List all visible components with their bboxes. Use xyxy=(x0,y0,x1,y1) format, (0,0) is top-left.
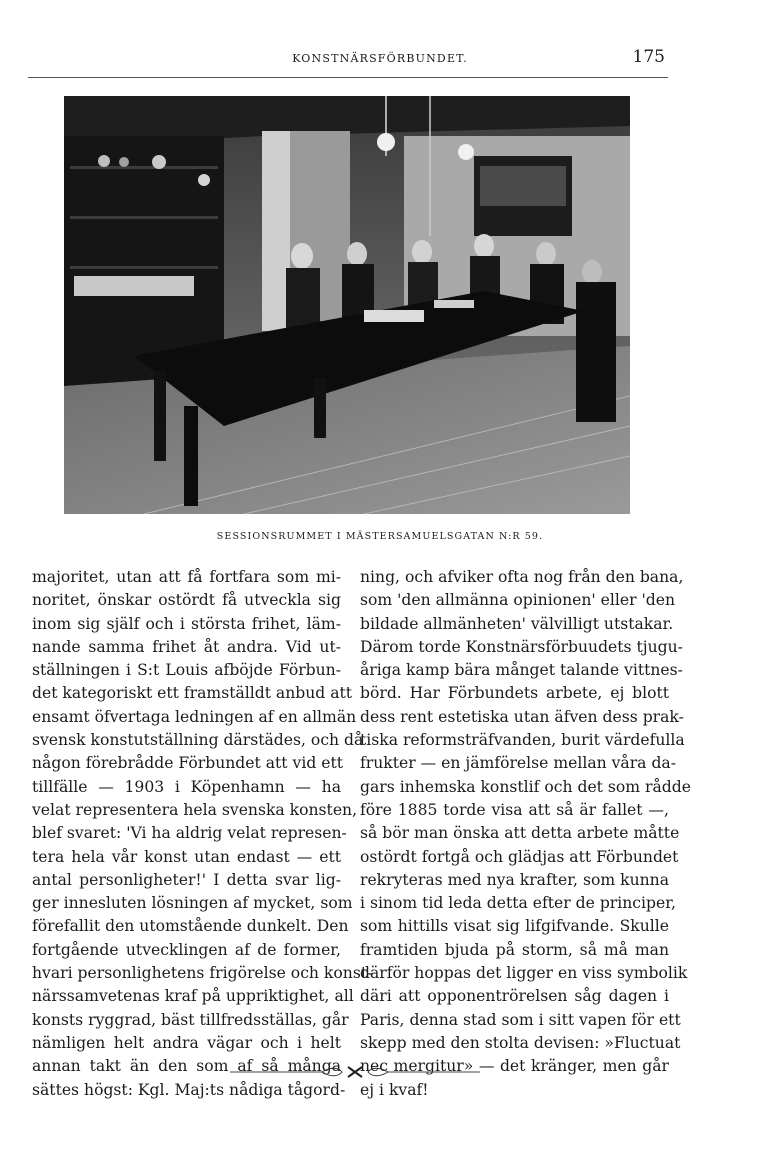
text-line: i sinom tid leda detta efter de principer, xyxy=(360,894,676,913)
text-line: velat representera hela svenska konsten, xyxy=(32,800,358,819)
text-line: ställningen i S:t Louis afböjde Förbun- xyxy=(32,661,341,680)
text-line: som hittills visat sig lifgifvande. Skulle xyxy=(360,917,669,936)
text-line: börd. Har Förbundets arbete, ej blott xyxy=(360,684,669,703)
text-line: bildade allmänheten' välvilligt utstakar. xyxy=(360,614,674,633)
text-line: det kategoriskt ett framställdt anbud att xyxy=(32,684,353,703)
text-line: dess rent estetiska utan äfven dess prak- xyxy=(360,707,684,726)
text-line: nämligen helt andra vägar och i helt xyxy=(32,1033,341,1052)
text-line: någon förebrådde Förbundet att vid ett xyxy=(32,754,344,773)
text-line: så bör man önska att detta arbete måtte xyxy=(360,824,680,843)
text-line: ej i kvaf! xyxy=(360,1080,429,1099)
text-line: före 1885 torde visa att så är fallet —, xyxy=(360,800,669,819)
text-line: sättes högst: Kgl. Maj:ts nådiga tågord- xyxy=(32,1080,346,1099)
text-line: ostördt fortgå och glädjas att Förbundet xyxy=(360,847,679,866)
left-text-column xyxy=(32,566,373,1102)
text-line: därför hoppas det ligger en viss symbolik xyxy=(360,964,688,983)
text-line: blef svaret: 'Vi ha aldrig velat represen- xyxy=(32,824,347,843)
text-line: åriga kamp bära månget talande vittnes- xyxy=(360,661,683,680)
page-number: 175 xyxy=(632,47,665,67)
text-line: Paris, denna stad som i sitt vapen för ett xyxy=(360,1010,681,1029)
text-line: tera hela vår konst utan endast — ett xyxy=(32,847,341,866)
figure-caption: SESSIONSRUMMET I MÄSTERSAMUELSGATAN N:R 59. xyxy=(216,531,544,542)
text-line: närssamvetenas kraf på uppriktighet, all xyxy=(32,987,354,1006)
text-line: förefallit den utomstående dunkelt. Den xyxy=(32,917,349,936)
text-line: ger innesluten lösningen af mycket, som xyxy=(32,894,353,913)
text-line: gars inhemska konstlif och det som rådde xyxy=(360,777,691,796)
text-line: tiska reformsträfvanden, burit värdefulla xyxy=(360,731,685,750)
text-line: nande samma frihet åt andra. Vid ut- xyxy=(32,637,341,656)
text-line: konsts ryggrad, bäst tillfredsställas, går xyxy=(32,1010,349,1029)
text-line: ensamt öfvertaga ledningen af en allmän xyxy=(32,707,357,726)
text-line: frukter — en jämförelse mellan våra da- xyxy=(360,754,676,773)
text-line: hvari personlighetens frigörelse och konst- xyxy=(32,964,373,983)
text-line: som 'den allmänna opinionen' eller 'den xyxy=(360,591,676,610)
text-line: noritet, önskar ostördt få utveckla sig xyxy=(32,591,341,610)
text-line: ning, och afviker ofta nog från den bana, xyxy=(360,568,684,586)
running-header: KONSTNÄRSFÖRBUNDET. xyxy=(292,52,468,65)
photograph-illustration xyxy=(64,96,630,514)
text-line: skepp med den stolta devisen: »Fluctuat xyxy=(360,1033,681,1052)
text-line: rekryteras med nya krafter, som kunna xyxy=(360,870,669,889)
text-line: antal personligheter!' I detta svar lig- xyxy=(32,870,341,889)
text-line: tillfälle — 1903 i Köpenhamn — ha xyxy=(32,777,341,796)
header-divider xyxy=(28,77,668,78)
session-room-photograph xyxy=(64,96,630,514)
text-line: däri att opponentrörelsen såg dagen i xyxy=(360,987,669,1006)
end-ornament xyxy=(230,1064,480,1080)
text-line: annan takt än den som af så många xyxy=(32,1057,341,1076)
text-line: inom sig själf och i största frihet, läm- xyxy=(32,614,341,633)
text-line: Därom torde Konstnärsförbuudets tjugu- xyxy=(360,637,683,656)
text-line: majoritet, utan att få fortfara som mi- xyxy=(32,568,341,586)
text-line: nec mergitur» — det kränger, men går xyxy=(360,1057,669,1076)
text-line: framtiden bjuda på storm, så må man xyxy=(360,940,669,959)
text-line: svensk konstutställning därstädes, och då xyxy=(32,731,364,750)
text-line: fortgående utvecklingen af de former, xyxy=(32,940,341,959)
right-text-column xyxy=(360,566,691,1102)
